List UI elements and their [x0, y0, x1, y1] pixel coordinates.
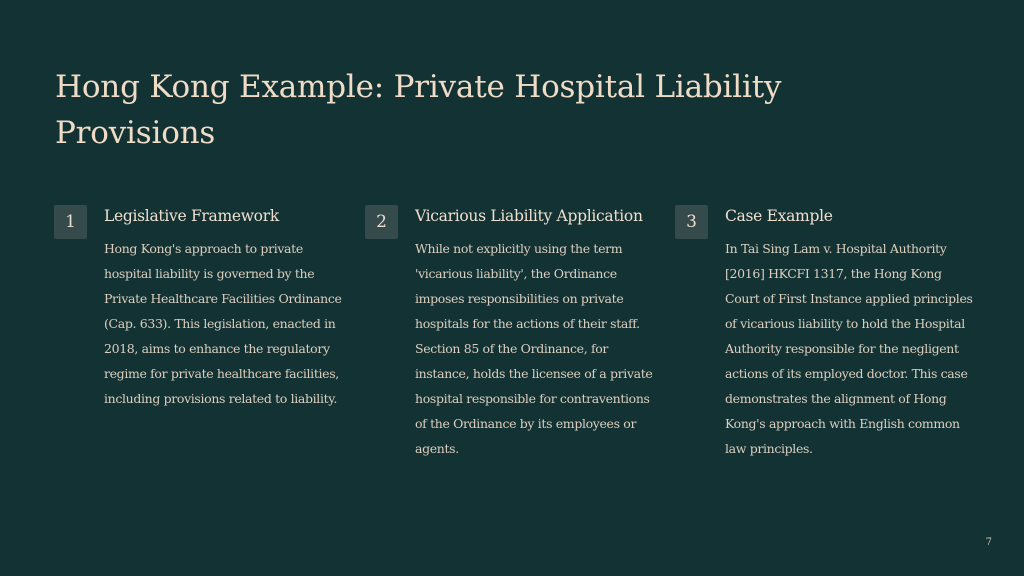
- column-heading: Vicarious Liability Application: [415, 207, 643, 225]
- column-body: In Tai Sing Lam v. Hospital Authority [2016] HKCFI 1317, the Hong Kong Court of First Instance applied principles of vicarious liability to hold the Hospital Authority responsible for the negligent actions of its employed doctor. This case demonstrates the alignment of Hong Kong's approach with English common law principles.: [725, 241, 973, 456]
- number-badge: 3: [675, 205, 708, 239]
- column-heading: Legislative Framework: [104, 207, 279, 225]
- slide-title: Hong Kong Example: Private Hospital Liability Provisions: [55, 69, 782, 151]
- column-heading: Case Example: [725, 207, 833, 225]
- page-number: 7: [985, 537, 992, 548]
- column-body: While not explicitly using the term 'vicarious liability', the Ordinance imposes responsibilities on private hospitals for the actions of their staff. Section 85 of the Ordinance, for instance, holds the licensee of a private hospital responsible for contraventions of the Ordinance by its employees or agents.: [415, 241, 653, 456]
- column-body: Hong Kong's approach to private hospital liability is governed by the Private Healthcare Facilities Ordinance (Cap. 633). This legislation, enacted in 2018, aims to enhance the regulatory regime for private healthcare facilities, including provisions related to liability.: [104, 241, 342, 406]
- number-badge: 2: [365, 205, 398, 239]
- number-badge: 1: [54, 205, 87, 239]
